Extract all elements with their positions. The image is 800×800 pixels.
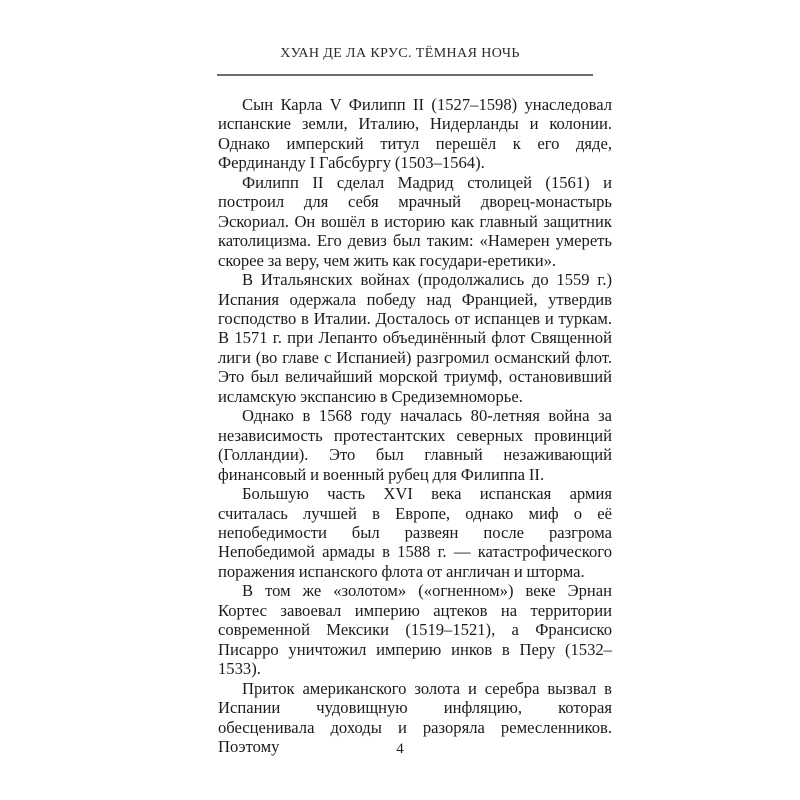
paragraph: Приток американского золота и серебра вызвал в Испании чудовищную инфляцию, которая обесценивала доходы и разоряла ремесленников. Поэтому [218,678,612,756]
page-number: 4 [396,741,404,757]
paragraph: Сын Карла V Филипп II (1527–1598) унаследовал испанские земли, Италию, Нидерланды и колонии. Однако имперский титул перешёл к его дяде, Фердинанду I Габсбургу (1503–1564). [218,95,612,173]
paragraph: Филипп II сделал Мадрид столицей (1561) и построил для себя мрачный дворец-монастырь Эскориал. Он вошёл в историю как главный защитник католицизма. Его девиз был таким: «Намерен умереть скорее за веру, чем жить как государи-еретики». [218,172,612,270]
paragraph: Большую часть XVI века испанская армия считалась лучшей в Европе, однако миф о её непобедимости был развеян после разгрома Непобедимой армады в 1588 г. — катастрофического поражения испанского флота от англичан и шторма. [218,484,612,581]
header-rule [217,74,593,76]
body-text [218,95,612,756]
paragraph: В Итальянских войнах (продолжались до 1559 г.) Испания одержала победу над Францией, утвердив господство в Италии. Досталось от испанцев и туркам. В 1571 г. при Лепанто объединённый флот Священной лиги (во главе с Испанией) разгромил османский флот. Это был величайший морской триумф, остановивший исламскую экспансию в Средиземноморье. [218,270,612,406]
running-header: ХУАН ДЕ ЛА КРУС. ТЁМНАЯ НОЧЬ [280,46,520,61]
paragraph: В том же «золотом» («огненном») веке Эрнан Кортес завоевал империю ацтеков на территории современной Мексики (1519–1521), а Франсиско Писарро уничтожил империю инков в Перу (1532–1533). [218,581,612,679]
paragraph: Однако в 1568 году началась 80-летняя война за независимость протестантских северных провинций (Голландии). Это был главный незаживающий финансовый и военный рубец для Филиппа II. [218,406,612,484]
